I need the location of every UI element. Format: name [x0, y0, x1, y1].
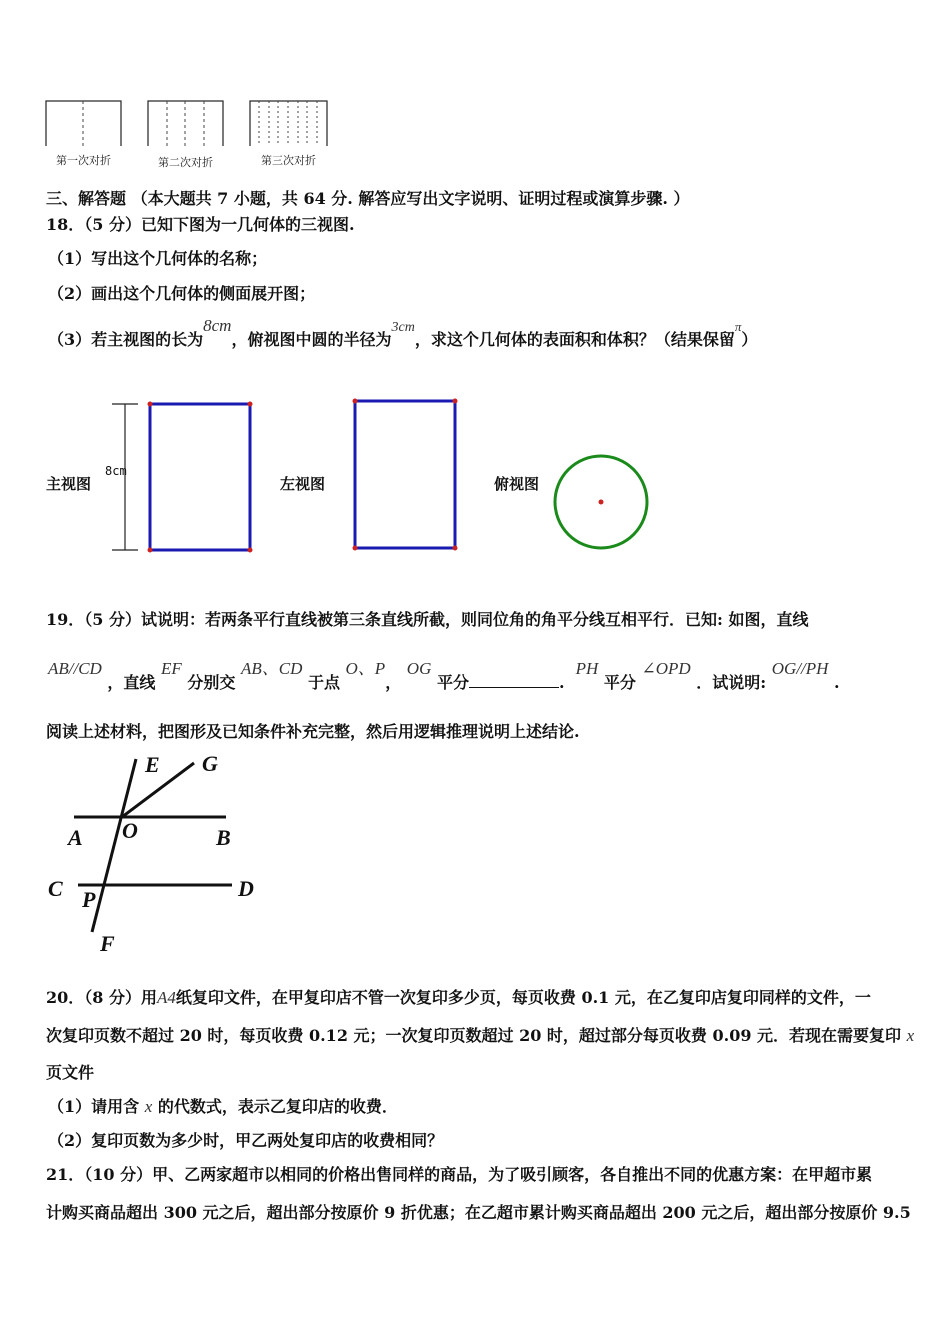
label-c: C	[48, 876, 63, 901]
q20-part2: （2）复印页数为多少时，甲乙两处复印店的收费相同？	[48, 1131, 444, 1150]
q20-text-1b: 纸复印文件，在甲复印店不管一次复印多少页，每页收费 0.1 元，在乙复印店复印同样的文件，一	[175, 988, 871, 1007]
q20-math-a4: A4	[156, 988, 176, 1007]
q19-text-7: 平分	[603, 673, 636, 692]
q19-math-og: OG	[406, 659, 432, 678]
q18-pi-math: π	[734, 319, 742, 334]
q20-line-3: 页文件	[46, 1063, 95, 1082]
section-heading	[46, 186, 690, 209]
top-view-label: 俯视图	[494, 475, 540, 493]
label-o: O	[122, 818, 138, 843]
label-p: P	[82, 887, 96, 912]
line-ef	[92, 759, 136, 932]
q19-math-ef: EF	[161, 659, 182, 678]
front-view-rect	[148, 402, 253, 553]
q19-given	[48, 659, 840, 693]
q18-part3-text-b: ，俯视图中圆的半径为	[231, 330, 392, 349]
top-view-circle	[555, 456, 647, 548]
label-a: A	[68, 825, 83, 850]
q19-fill-blank	[469, 673, 559, 688]
q19-math-o-p: O、P	[345, 659, 386, 678]
q21-line-2: 计购买商品超出 300 元之后，超出部分按原价 9 折优惠；在乙超市累计购买商品超出 200 元之后，超出部分按原价 9.5	[46, 1203, 911, 1222]
fold-3-diagram	[250, 101, 327, 146]
q19-text-4: ，	[385, 673, 402, 692]
q18-part3-text-d: ）	[741, 330, 758, 349]
q19-text-1: ，直线	[107, 673, 156, 692]
q19-text-6: .	[558, 673, 565, 692]
q19-text-5: 平分	[436, 673, 469, 692]
front-view-label: 主视图	[46, 475, 92, 493]
q20-part1-text-a: （1）请用含	[48, 1097, 140, 1116]
q18-part3-text-a: （3）若主视图的长为	[48, 330, 204, 349]
q19-stem: 19．（5 分）试说明：若两条平行直线被第三条直线所截，则同位角的角平分线互相平行．已知: 如图，直线	[46, 610, 809, 629]
section-description: （本大题共 7 小题，共 64 分. 解答应写出文字说明、证明过程或演算步骤. ）	[131, 189, 690, 208]
dimension-line	[112, 404, 138, 550]
section-title: 三、解答题	[46, 189, 127, 208]
q19-math-angle-opd: ∠OPD	[641, 659, 691, 678]
q20-part1-text-b: 的代数式，表示乙复印店的收费．	[157, 1097, 398, 1116]
label-f: F	[100, 931, 115, 956]
q18-part1: （1）写出这个几何体的名称；	[48, 249, 268, 268]
q19-math-og-ph: OG//PH	[771, 659, 829, 678]
q20-text-1a: 20．（8 分）用	[46, 988, 157, 1007]
fold-caption-2: 第二次对折	[158, 156, 213, 169]
q19-instruction: 阅读上述材料，把图形及已知条件补充完整，然后用逻辑推理说明上述结论.	[46, 722, 580, 741]
q19-math-ab-cd-2: AB、CD	[240, 659, 303, 678]
fold-2-diagram	[148, 101, 223, 146]
q18-radius-math: 3cm	[391, 320, 415, 335]
parallel-lines-figure	[40, 745, 270, 960]
q19-text-8: ．试说明:	[696, 673, 767, 692]
q20-part1	[48, 1094, 398, 1117]
q21-line-1: 21．（10 分）甲、乙两家超市以相同的价格出售同样的商品，为了吸引顾客，各自推出不同的优惠方案：在甲超市累	[46, 1165, 873, 1184]
q18-length-math: 8cm	[203, 316, 232, 335]
fold-caption-1: 第一次对折	[56, 154, 111, 167]
q20-line-1	[46, 985, 871, 1008]
three-views-figure	[100, 390, 670, 565]
left-view-label: 左视图	[280, 475, 326, 493]
q18-part3-text-c: ，求这个几何体的表面积和体积？（结果保留	[414, 330, 735, 349]
label-e: E	[145, 752, 160, 777]
q19-math-ab-cd: AB//CD	[48, 659, 102, 678]
q18-part3	[48, 316, 758, 350]
q19-text-3: 于点	[307, 673, 340, 692]
label-d: D	[238, 876, 254, 901]
fold-diagrams	[40, 96, 340, 146]
q19-text-9: .	[834, 673, 840, 692]
q19-text-2: 分别交	[187, 673, 236, 692]
left-view-rect	[353, 399, 458, 551]
label-g: G	[202, 751, 218, 776]
q18-stem: 18．（5 分）已知下图为一几何体的三视图.	[46, 215, 355, 234]
q19-math-ph: PH	[575, 659, 599, 678]
fold-1-diagram	[46, 101, 121, 146]
q18-part2: （2）画出这个几何体的侧面展开图；	[48, 284, 316, 303]
q20-line-2	[46, 1023, 914, 1046]
q20-text-2a: 次复印页数不超过 20 时，每页收费 0.12 元；一次复印页数超过 20 时，超过部分每页收费 0.09 元．若现在需要复印	[46, 1026, 902, 1045]
fold-caption-3: 第三次对折	[261, 154, 316, 167]
label-b: B	[216, 825, 231, 850]
dimension-label: 8cm	[105, 464, 127, 478]
q20-math-x: x	[906, 1026, 915, 1045]
q20-part1-math-x: x	[144, 1097, 153, 1116]
